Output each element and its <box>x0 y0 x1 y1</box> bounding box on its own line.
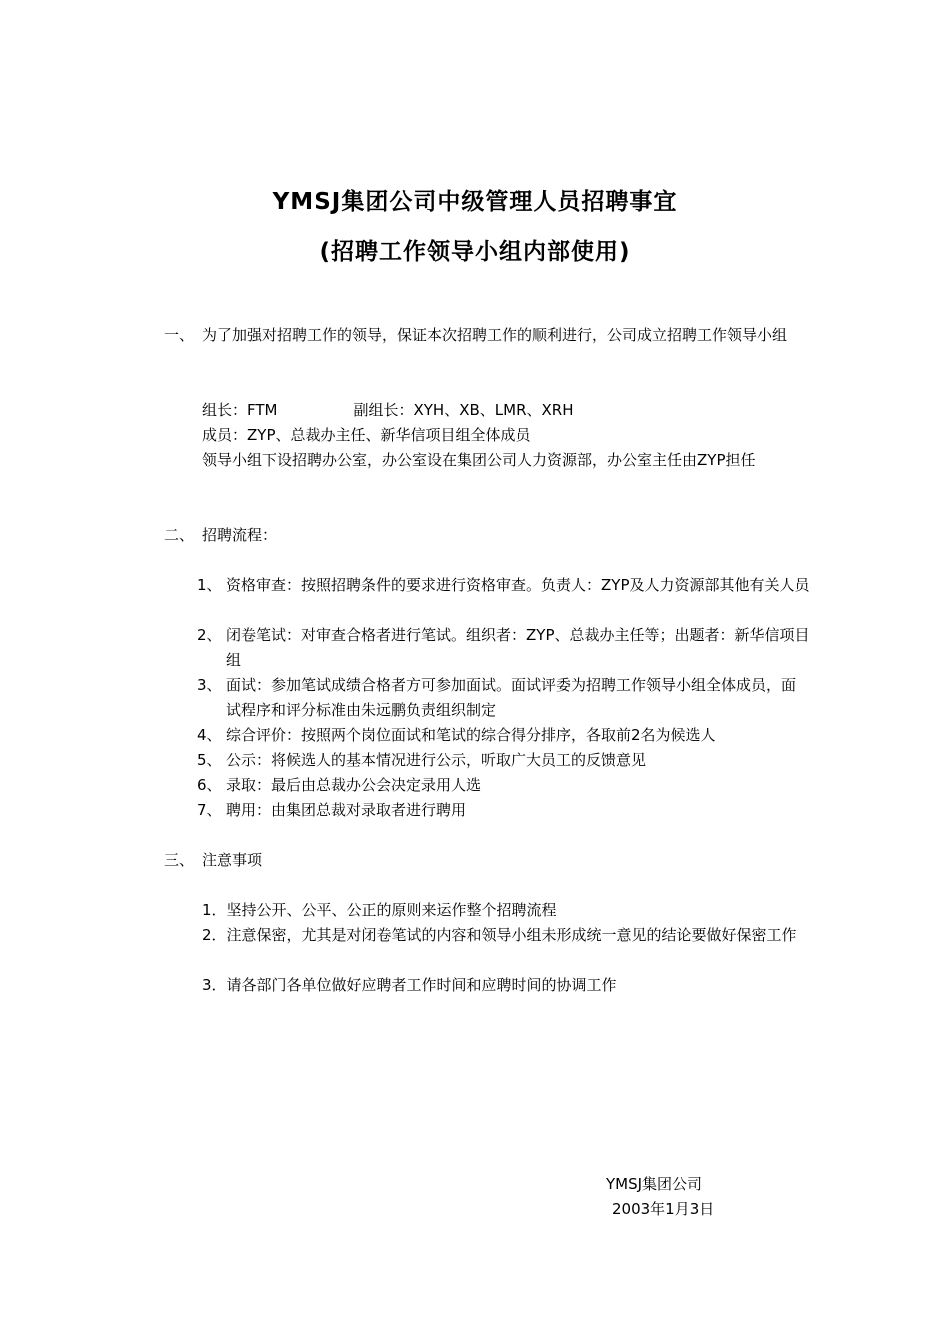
leader-line <box>202 398 812 423</box>
process-item-number: 3、 <box>197 676 222 694</box>
members-line: 成员：ZYP、总裁办主任、新华信项目组全体成员 <box>202 426 531 444</box>
process-item-number: 1、 <box>197 576 222 594</box>
process-item-text: 资格审查：按照招聘条件的要求进行资格审查。负责人：ZYP及人力资源部其他有关人员 <box>226 576 810 594</box>
section-2-number: 二、 <box>164 526 195 544</box>
section-3-number: 三、 <box>164 851 195 869</box>
process-item-text: 综合评价：按照两个岗位面试和笔试的综合得分排序，各取前2名为候选人 <box>226 726 716 744</box>
process-item-text: 闭卷笔试：对审查合格者进行笔试。组织者：ZYP、总裁办主任等；出题者：新华信项目组 <box>226 626 810 669</box>
process-item-text: 面试：参加笔试成绩合格者方可参加面试。面试评委为招聘工作领导小组全体成员，面试程序和评分标准由朱远鹏负责组织制定 <box>226 676 797 719</box>
section-1-number: 一、 <box>164 326 195 344</box>
leader-text: 组长：FTM <box>202 401 278 419</box>
note-item: 2．注意保密，尤其是对闭卷笔试的内容和领导小组未形成统一意见的结论要做好保密工作 <box>202 926 797 944</box>
signature-company: YMSJ集团公司 <box>606 1175 703 1193</box>
process-item-number: 6、 <box>197 776 222 794</box>
process-item-number: 5、 <box>197 751 222 769</box>
office-text: 领导小组下设招聘办公室，办公室设在集团公司人力资源部，办公室主任由ZYP担任 <box>202 451 756 469</box>
process-item-text: 录取：最后由总裁办公会决定录用人选 <box>226 776 482 794</box>
document-title: YMSJ集团公司中级管理人员招聘事宜 <box>272 189 678 215</box>
note-item: 1．坚持公开、公平、公正的原则来运作整个招聘流程 <box>202 901 557 919</box>
note-item: 3．请各部门各单位做好应聘者工作时间和应聘时间的协调工作 <box>202 976 617 994</box>
signature-date: 2003年1月3日 <box>612 1200 715 1218</box>
vice-leader-text: 副组长：XYH、XB、LMR、XRH <box>353 401 574 419</box>
document-subtitle: (招聘工作领导小组内部使用) <box>319 239 631 265</box>
process-item-number: 7、 <box>197 801 222 819</box>
process-item-text: 公示：将候选人的基本情况进行公示，听取广大员工的反馈意见 <box>226 751 647 769</box>
section-2-heading: 招聘流程： <box>202 526 278 544</box>
process-item-text: 聘用：由集团总裁对录取者进行聘用 <box>226 801 467 819</box>
section-3-heading: 注意事项 <box>202 851 263 869</box>
process-item-number: 4、 <box>197 726 222 744</box>
process-item-number: 2、 <box>197 626 222 644</box>
section-1-intro: 为了加强对招聘工作的领导，保证本次招聘工作的顺利进行，公司成立招聘工作领导小组 <box>202 326 788 344</box>
